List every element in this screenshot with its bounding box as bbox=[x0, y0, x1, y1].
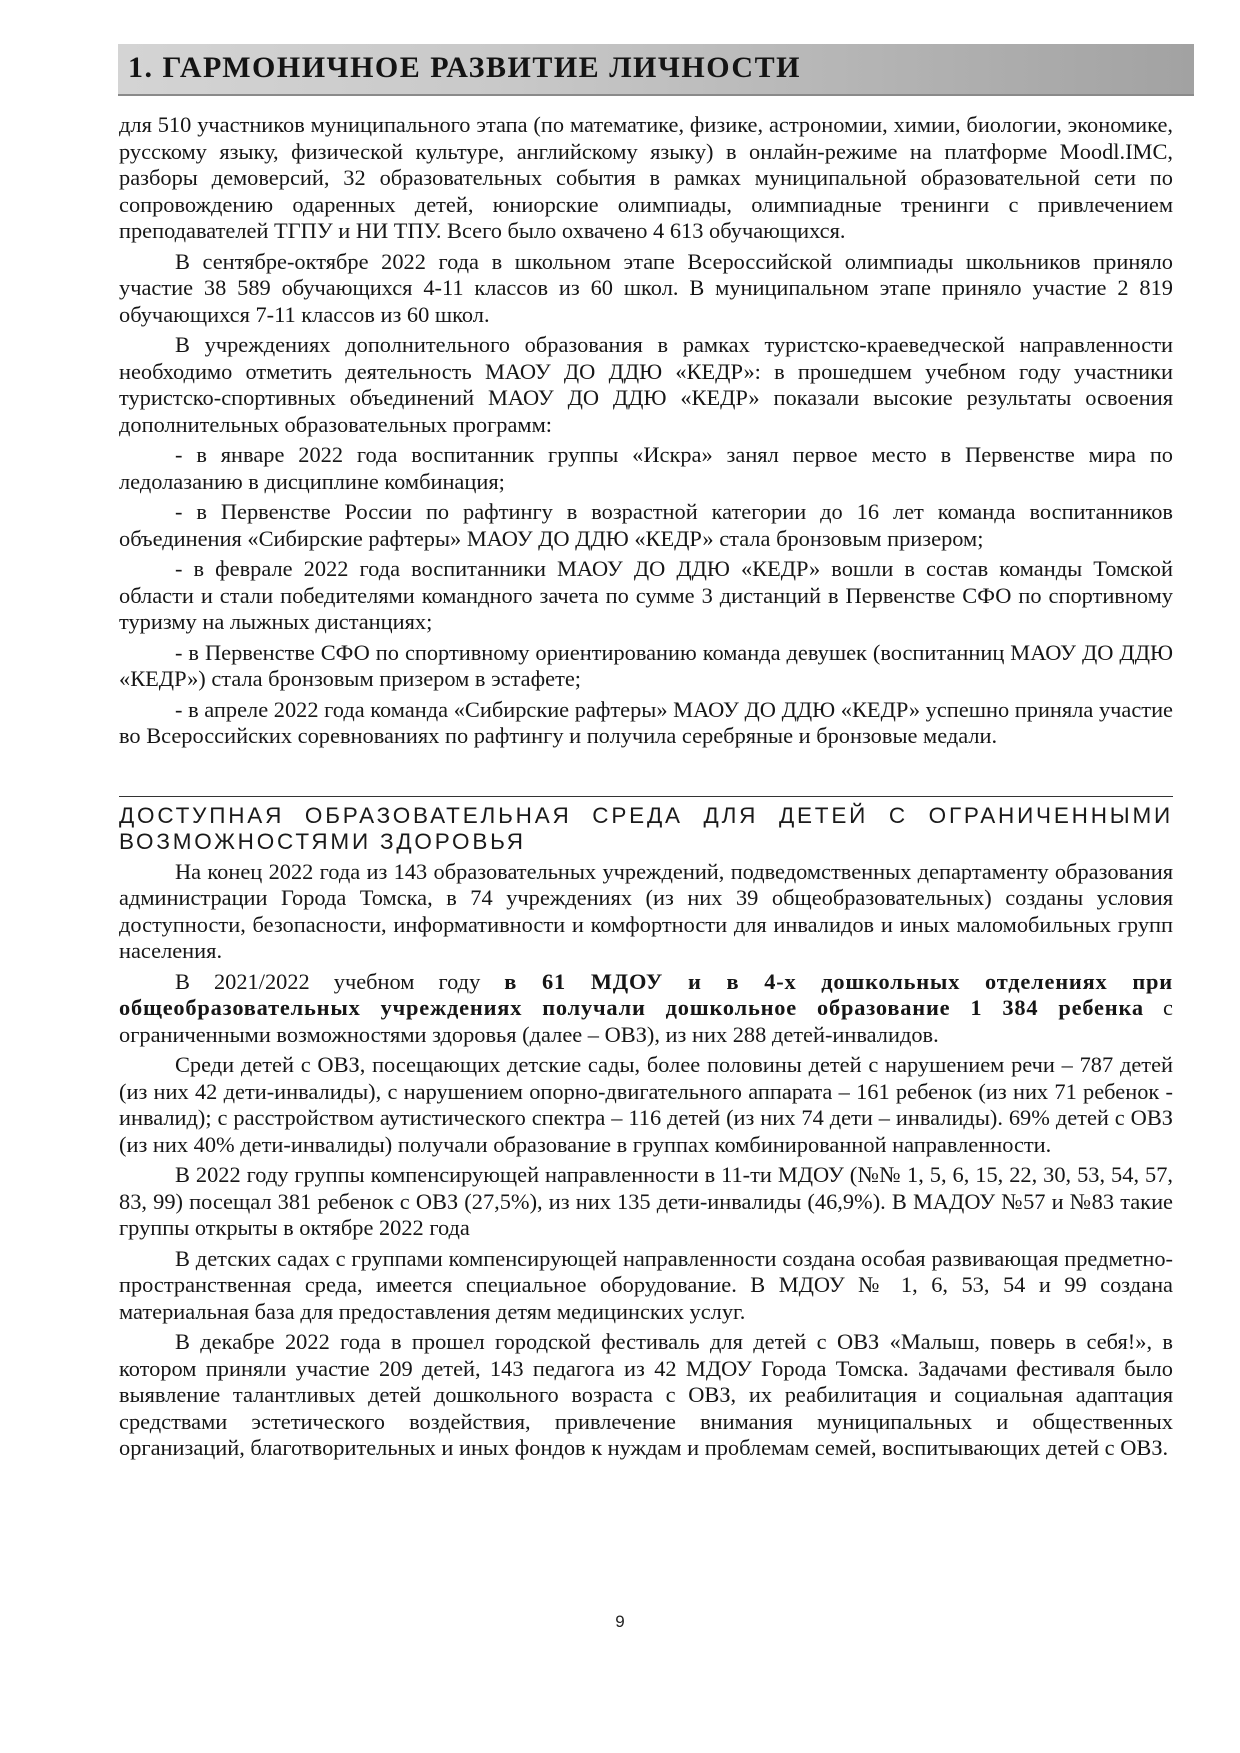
bold-highlight: в 61 МДОУ и в 4-х дошкольных отделениях при общеобразовательных учреждениях получали дошкольное образование 1 384 ребенка bbox=[119, 968, 1173, 1020]
section-header-band bbox=[118, 44, 1194, 96]
list-item: - в Первенстве СФО по спортивному ориентированию команда девушек (воспитанниц МАОУ ДО ДДЮ «КЕДР») стала бронзовым призером в эстафете; bbox=[119, 639, 1173, 691]
list-item: - в феврале 2022 года воспитанники МАОУ ДО ДДЮ «КЕДР» вошли в состав команды Томской области и стали победителями командного зачета по сумме 3 дистанций в Первенстве СФО по спортивному туризму на лыжных дистанциях; bbox=[119, 556, 1173, 634]
subsection-heading: ДОСТУПНАЯ ОБРАЗОВАТЕЛЬНАЯ СРЕДА ДЛЯ ДЕТЕЙ С ОГРАНИЧЕННЫМИ ВОЗМОЖНОСТЯМИ ЗДОРОВЬЯ bbox=[119, 796, 1173, 855]
paragraph-preschool-ovz bbox=[119, 969, 1173, 1049]
paragraph-compensating-groups: В 2022 году группы компенсирующей направленности в 11-ти МДОУ (№№ 1, 5, 6, 15, 22, 30, 53, 54, 57, 83, 99) посещал 381 ребенок с ОВЗ (27,5%), из них 135 дети-инвалиды (46,9%). В МАДОУ №57 и №83 такие группы открыты в октябре 2022 года bbox=[119, 1162, 1173, 1240]
paragraph-festival: В декабре 2022 года в прошел городской фестиваль для детей с ОВЗ «Малыш, поверь в себя!», в котором приняли участие 209 детей, 143 педагога из 42 МДОУ Города Томска. Задачами фестиваля было выявление талантливых детей дошкольного возраста с ОВЗ, их реабилитация и социальная адаптация средствами эстетического воздействия, привлечение внимания муниципальных и общественных организаций, благотворительных и иных фондов к нуждам и проблемам семей, воспитывающих детей с ОВЗ. bbox=[119, 1329, 1173, 1460]
list-item: - в Первенстве России по рафтингу в возрастной категории до 16 лет команда воспитанников объединения «Сибирские рафтеры» МАОУ ДО ДДЮ «КЕДР» стала бронзовым призером; bbox=[119, 499, 1173, 551]
paragraph-ovz-breakdown: Среди детей с ОВЗ, посещающих детские сады, более половины детей с нарушением речи – 787 детей (из них 42 дети-инвалиды), с нарушением опорно-двигательного аппарата – 161 ребенок (из них 71 ребенок - инвалид); с расстройством аутистического спектра – 116 детей (из них 74 дети – инвалиды). 69% детей с ОВЗ (из них 40% дети-инвалиды) получали образование в группах комбинированной направленности. bbox=[119, 1052, 1173, 1157]
page-number: 9 bbox=[615, 1612, 625, 1631]
paragraph-school-olympiad: В сентябре-октябре 2022 года в школьном этапе Всероссийской олимпиады школьников приняло участие 38 589 обучающихся 4-11 классов из 60 школ. В муниципальном этапе приняло участие 2 819 обучающихся 7-11 классов из 60 школ. bbox=[119, 248, 1173, 327]
paragraph-environment: В детских садах с группами компенсирующей направленности создана особая развивающая предметно-пространственная среда, имеется специальное оборудование. В МДОУ № 1, 6, 53, 54 и 99 создана материальная база для предоставления детям медицинских услуг. bbox=[119, 1245, 1173, 1324]
paragraph-text: В 2021/2022 учебном году bbox=[175, 968, 505, 994]
paragraph-text: с ограниченными возможностями здоровья (далее – ОВЗ), из них 288 детей-инвалидов. bbox=[119, 995, 1173, 1047]
paragraph-additional-education: В учреждениях дополнительного образования в рамках туристско-краеведческой направленности необходимо отметить деятельность МАОУ ДО ДДЮ «КЕДР»: в прошедшем учебном году участники туристско-спортивных объединений МАОУ ДО ДДЮ «КЕДР» показали высокие результаты освоения дополнительных образовательных программ: bbox=[119, 332, 1173, 437]
paragraph-accessibility: На конец 2022 года из 143 образовательных учреждений, подведомственных департаменту образования администрации Города Томска, в 74 учреждениях (из них 39 общеобразовательных) созданы условия доступности, безопасности, информативности и комфортности для инвалидов и иных маломобильных групп населения. bbox=[119, 858, 1173, 963]
document-body bbox=[119, 112, 1173, 1466]
list-item: - в апреле 2022 года команда «Сибирские рафтеры» МАОУ ДО ДДЮ «КЕДР» успешно приняла участие во Всероссийских соревнованиях по рафтингу и получила серебряные и бронзовые медали. bbox=[119, 696, 1173, 748]
paragraph-olympiad-participants: для 510 участников муниципального этапа (по математике, физике, астрономии, химии, биологии, экономике, русскому языку, физической культуре, английскому языку) в онлайн-режиме на платформе Moodl.IMC, разборы демоверсий, 32 образовательных события в рамках муниципальной образовательной сети по сопровождению одаренных детей, юниорские олимпиады, олимпиадные тренинги с привлечением преподавателей ТГПУ и НИ ТПУ. Всего было охвачено 4 613 обучающихся. bbox=[119, 112, 1173, 243]
section-title: 1. ГАРМОНИЧНОЕ РАЗВИТИЕ ЛИЧНОСТИ bbox=[128, 51, 801, 84]
list-item: - в январе 2022 года воспитанник группы «Искра» занял первое место в Первенстве мира по ледолазанию в дисциплине комбинация; bbox=[119, 442, 1173, 494]
